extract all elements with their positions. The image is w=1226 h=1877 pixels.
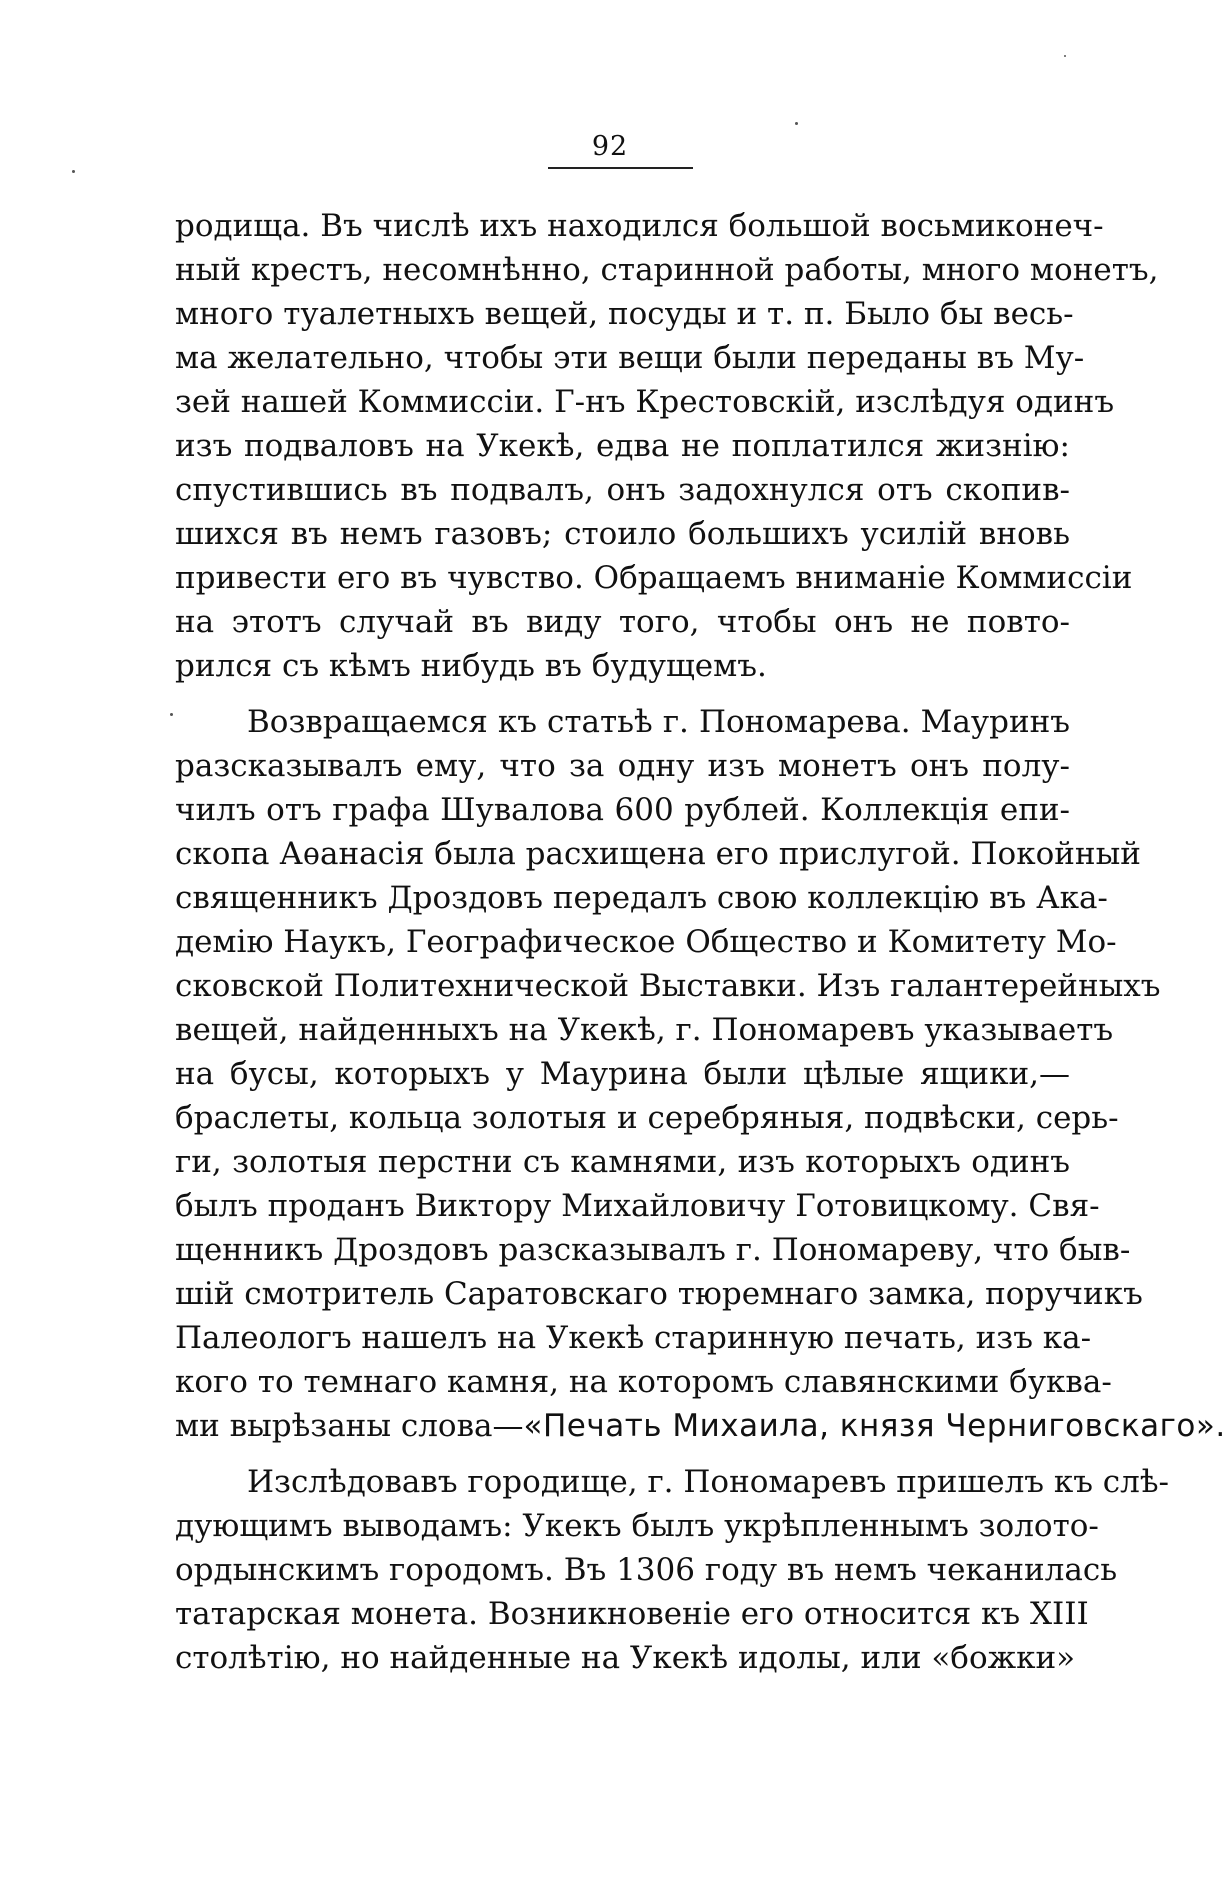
text-line: вещей, найденныхъ на Укекѣ, г. Пономаревъ указываетъ [175,1012,1114,1048]
text-line [175,1404,1226,1448]
text-line: чилъ отъ графа Шувалова 600 рублей. Коллекція епи- [175,792,1070,828]
text-line: разсказывалъ ему, что за одну изъ монетъ онъ полу- [175,748,1070,784]
text-line: шихся въ немъ газовъ; стоило большихъ усилій вновь [175,516,1070,552]
page-number: 92 [591,131,629,162]
text-line: сковской Политехнической Выставки. Изъ галантерейныхъ [175,968,1161,1004]
text-line: Возвращаемся къ статьѣ г. Пономарева. Мауринъ [247,704,1070,740]
text-line: родища. Въ числѣ ихъ находился большой восьмиконеч- [175,208,1104,244]
text-line: ный крестъ, несомнѣнно, старинной работы, много монетъ, [175,252,1159,288]
text-line: ги, золотыя перстни съ камнями, изъ которыхъ одинъ [175,1144,1070,1180]
text-line: дующимъ выводамъ: Укекъ былъ укрѣпленнымъ золото- [175,1508,1099,1544]
scan-speck [795,122,798,125]
text-line: на бусы, которыхъ у Маурина были цѣлые ящики,— [175,1056,1070,1092]
text-line: скопа Аѳанасія была расхищена его прислугой. Покойный [175,836,1141,872]
old-slavonic-quote: «Печать Михаила, князя Черниговскаго». [523,1408,1226,1444]
text-line: ордынскимъ городомъ. Въ 1306 году въ немъ чеканилась [175,1552,1118,1588]
text-line: много туалетныхъ вещей, посуды и т. п. Было бы весь- [175,296,1074,332]
text-line: татарская монета. Возникновеніе его относится къ XIII [175,1596,1089,1632]
scan-speck [170,713,173,716]
text-line: кого то темнаго камня, на которомъ славянскими буква- [175,1364,1112,1400]
text-line: на этотъ случай въ виду того, чтобы онъ не повто- [175,604,1070,640]
paragraph-2 [175,700,1226,1448]
text-line: былъ проданъ Виктору Михайловичу Готовицкому. Свя- [175,1188,1100,1224]
text-line: привести его въ чувство. Обращаемъ вниманіе Коммиссіи [175,560,1133,596]
paragraph-1 [175,204,1159,688]
text-line: Изслѣдовавъ городище, г. Пономаревъ пришелъ къ слѣ- [247,1464,1170,1500]
text-line: ма желательно, чтобы эти вещи были переданы въ Му- [175,340,1085,376]
text-line: браслеты, кольца золотыя и серебряныя, подвѣски, серь- [175,1100,1119,1136]
body-text [175,204,1226,1680]
text-line: священникъ Дроздовъ передалъ свою коллекцію въ Ака- [175,880,1108,916]
scan-speck [1064,55,1066,57]
text-line: щенникъ Дроздовъ разсказывалъ г. Пономареву, что быв- [175,1232,1131,1268]
text-line: зей нашей Коммиссіи. Г-нъ Крестовскій, изслѣдуя одинъ [175,384,1115,420]
text-fragment: ми вырѣзаны слова— [175,1408,524,1444]
text-line: демію Наукъ, Географическое Общество и Комитету Мо- [175,924,1117,960]
header-rule [548,167,693,169]
scan-speck [72,170,75,173]
text-line: изъ подваловъ на Укекѣ, едва не поплатился жизнію: [175,428,1070,464]
paragraph-3 [175,1460,1170,1680]
text-line: шій смотритель Саратовскаго тюремнаго замка, поручикъ [175,1276,1143,1312]
text-line: Палеологъ нашелъ на Укекѣ старинную печать, изъ ка- [175,1320,1092,1356]
text-line: спустившись въ подвалъ, онъ задохнулся отъ скопив- [175,472,1070,508]
text-line: рился съ кѣмъ нибудь въ будущемъ. [175,648,767,684]
text-line: столѣтію, но найденные на Укекѣ идолы, или «божки» [175,1640,1076,1676]
